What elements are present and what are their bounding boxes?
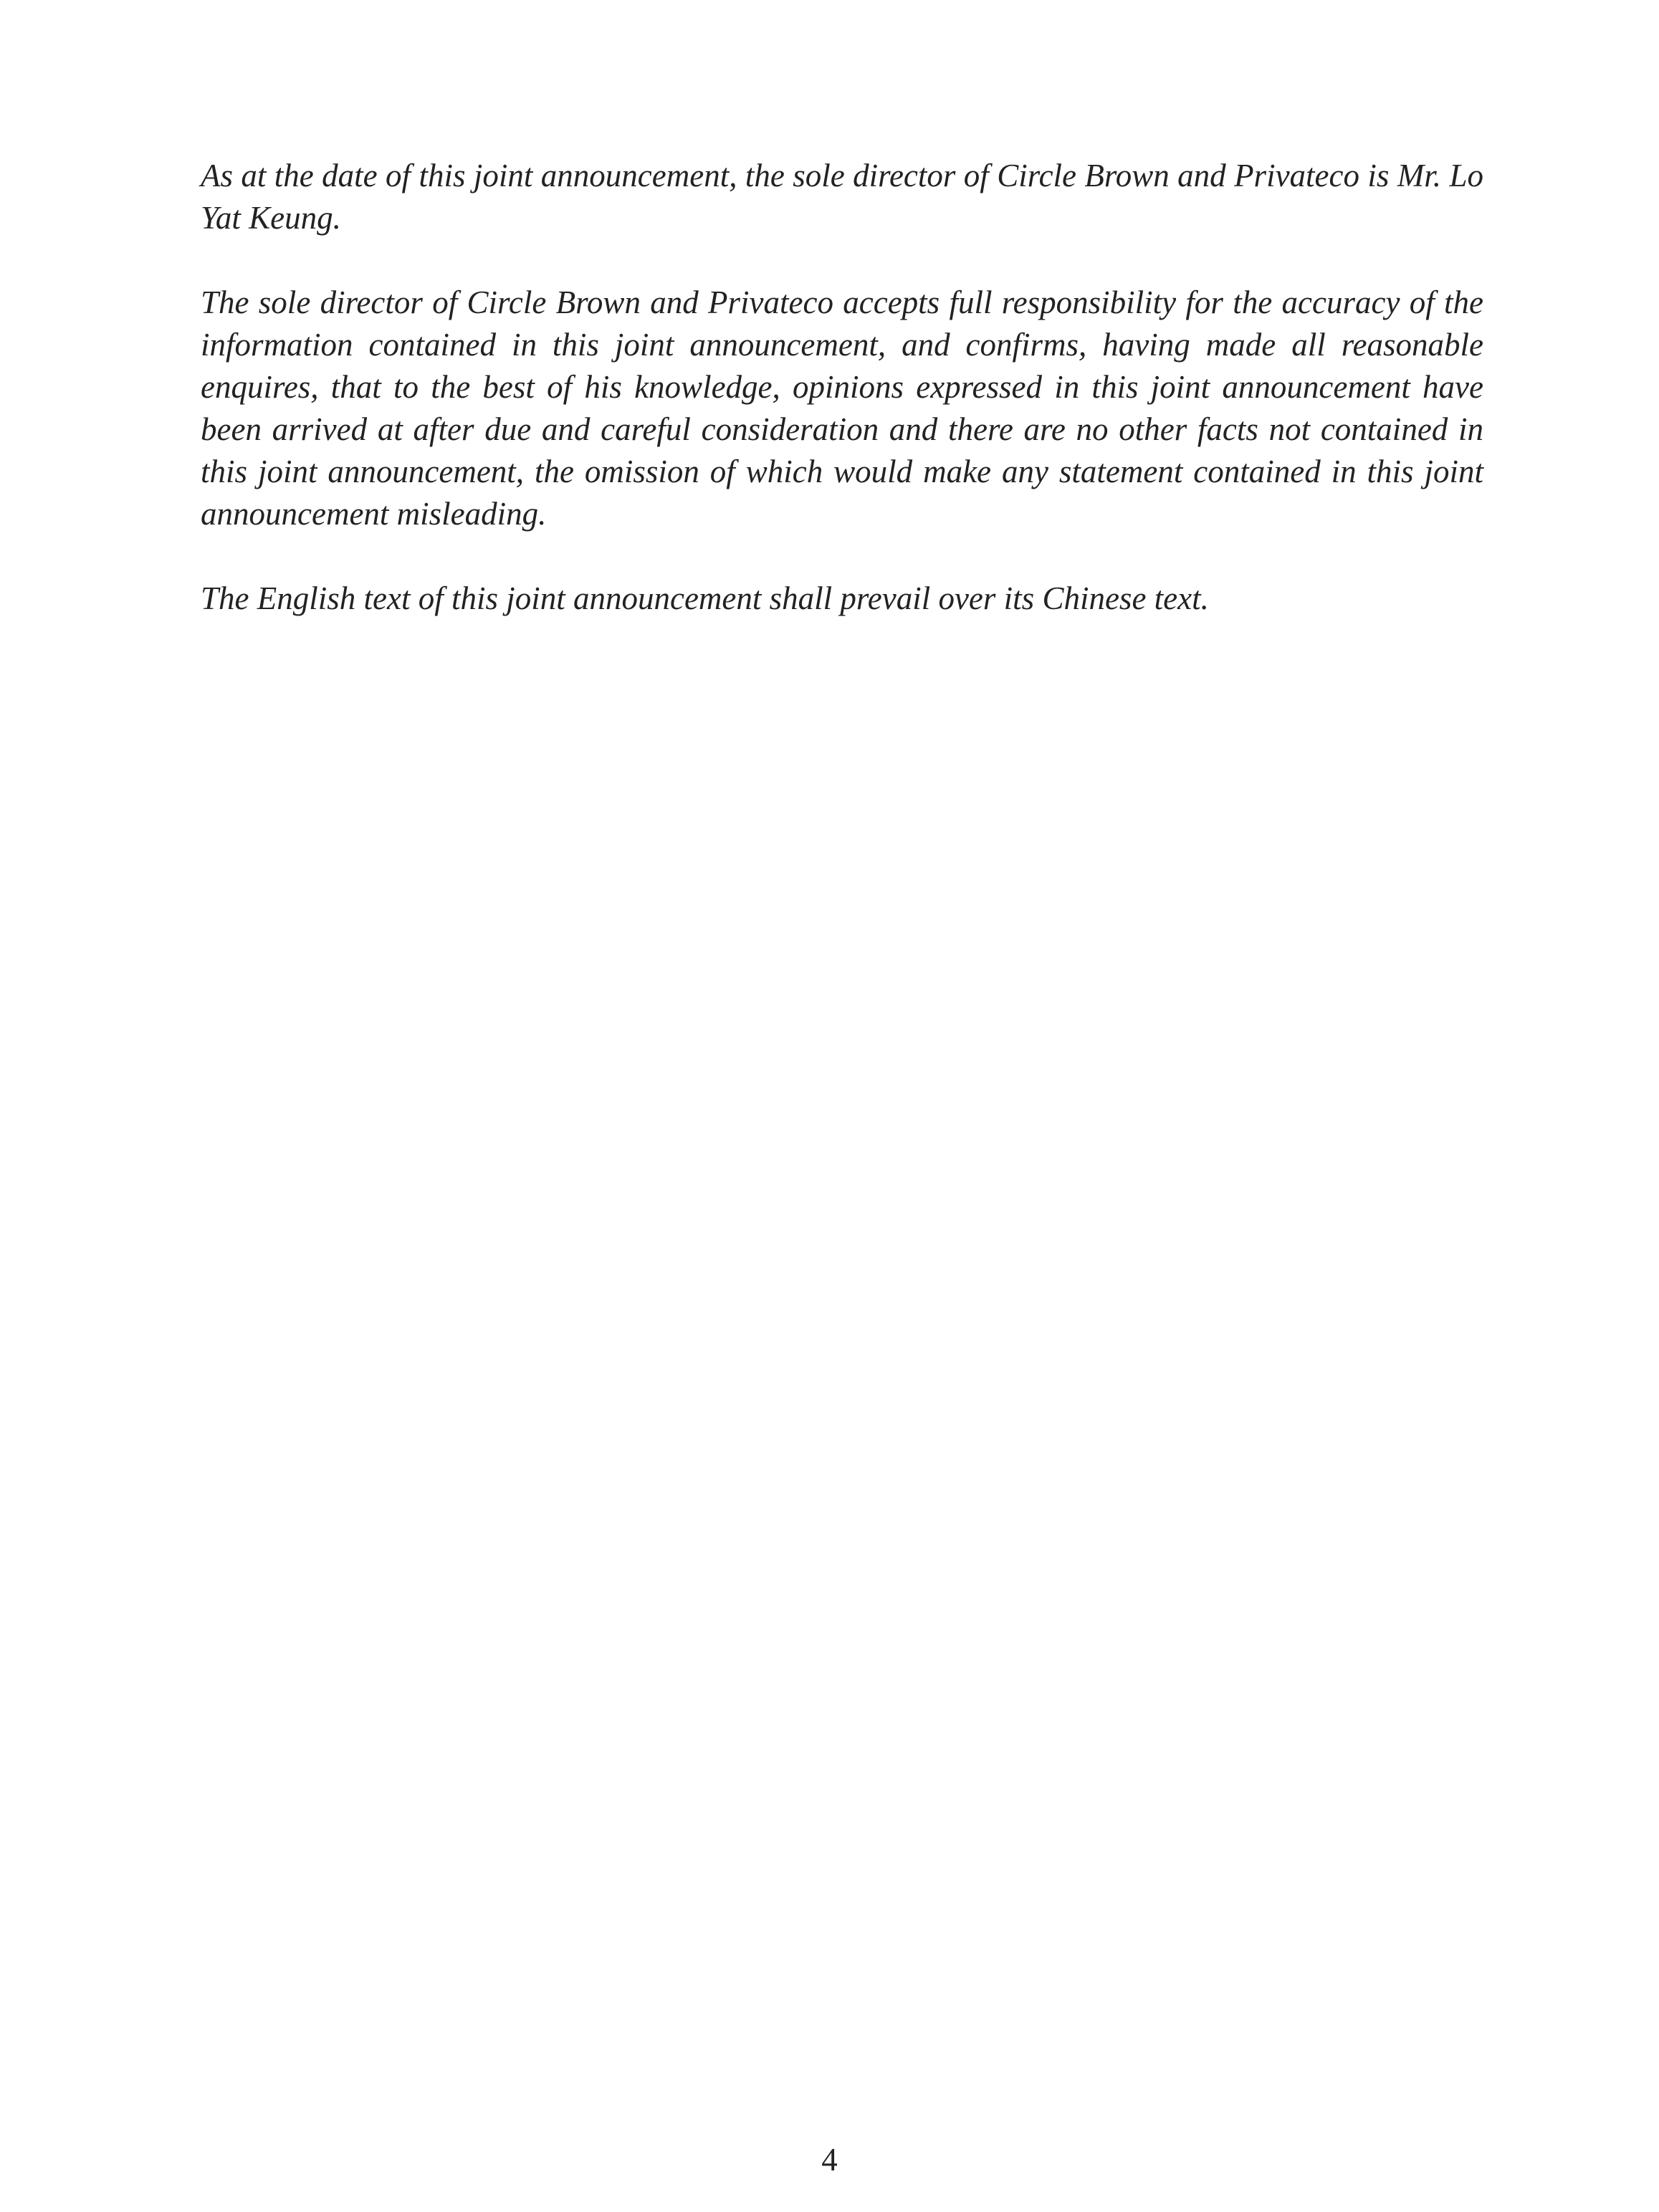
document-body [201,155,1483,620]
page-number: 4 [821,2142,838,2178]
responsibility-statement-paragraph: The sole director of Circle Brown and Privateco accepts full responsibility for the accuracy of the information contained in this joint announcement, and confirms, having made all reasonable enquires, that to the best of his knowledge, opinions expressed in this joint announcement have been arrived at after due and careful consideration and there are no other facts not contained in this joint announcement, the omission of which would make any statement contained in this joint announcement misleading. [201,284,1483,532]
language-prevail-paragraph: The English text of this joint announcement shall prevail over its Chinese text. [201,580,1209,616]
director-statement-paragraph: As at the date of this joint announcement, the sole director of Circle Brown and Privateco is Mr. Lo Yat Keung. [201,158,1483,236]
